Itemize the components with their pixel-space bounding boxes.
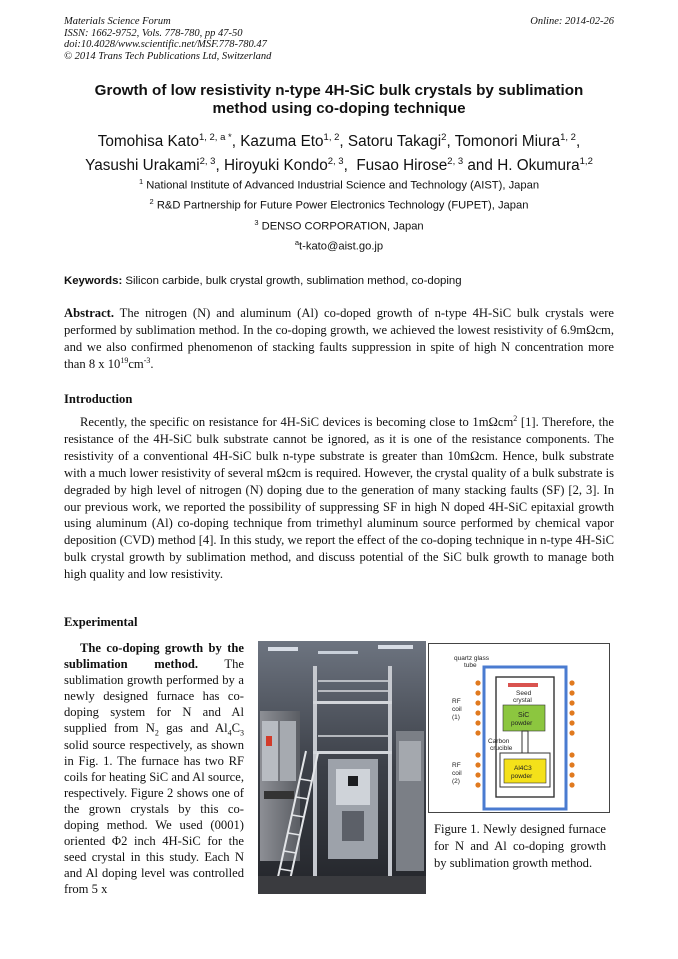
- abstract: Abstract. The nitrogen (N) and aluminum (Al) co-doped growth of n-type 4H-SiC bulk crystals were performed by sublimation method. In the co-doping growth, we achieved the lowest resistivity of 6.9mΩcm, and we also confirmed phenomenon of stacking faults suppression in spite of high N concentration more than 8 x $10^{19}cm^{-3}$.: [64, 306, 614, 371]
- keywords: Keywords: Silicon carbide, bulk crystal growth, sublimation method, co-doping: [64, 275, 462, 287]
- label-crucible: crucible: [490, 745, 513, 752]
- copyright: © 2014 Trans Tech Publications Ltd, Switzerland: [64, 50, 272, 62]
- label-rf2: RF: [452, 762, 461, 769]
- experimental-text: The co-doping growth by the sublimation method. The sublimation growth performed by a newly designed furnace has co-doping system for N and Al supplied from $N_2$ gas and $Al_4C_3$ solid source respectively, as shown in Fig. 1. The furnace has two RF coils for heating SiC and Al source, respectively. Figure 2 shows one of the grown crystals by this co-doping method. We used (0001) oriented Φ2 inch 4H-SiC for the seed crystal in this study. Each N and Al doping level was controlled from 5 x: [64, 641, 244, 897]
- label-rf1: RF: [452, 698, 461, 705]
- label-sic-powder: powder: [511, 720, 533, 727]
- label-tube: tube: [464, 662, 477, 669]
- author: Fusao Hirose$^{2, 3}$ and: [356, 156, 498, 175]
- affiliation-3: $^3$ DENSO CORPORATION, Japan: [254, 218, 424, 233]
- subsection-title: The co-doping growth by the sublimation method.: [64, 641, 244, 672]
- furnace-photo: [258, 641, 426, 894]
- furnace-schematic: [428, 643, 610, 813]
- author: H. Okumura$^{1,2}$: [497, 156, 593, 175]
- experimental-heading: Experimental: [64, 615, 138, 629]
- label-crystal: crystal: [513, 697, 532, 704]
- label-rf1-coil: coil: [452, 706, 462, 713]
- paper-title: [64, 82, 614, 118]
- label-rf2-num: (2): [452, 778, 460, 785]
- author: Tomonori Miura$^{1, 2}$,: [454, 132, 581, 151]
- label-al4c3: Al4C3: [514, 765, 532, 772]
- introduction-text: Recently, the specific on resistance for 4H-SiC devices is becoming close to 1mΩcm$^2$ [1]. Therefore, the resistance of the 4H-SiC bulk substrate cannot be ignored, as it is one of the resistance components. The resistivity of a conventional 4H-SiC bulk n-type substrate is greater than 10mΩcm. Hence, bulk substrate with a much lower resistivity of several mΩcm is required. However, the crystal quality of a bulk substrate is degraded by high level of nitrogen (N) doping due to the generation of many stacking faults (SF) [2, 3]. In our previous work, we reported the possibility of suppressing SF in high N doped 4H-SiC epitaxial growth using aluminum (Al) co-doping technique from trimethyl aluminum source performed by chemical vapor deposition (CVD) method [4]. In this study, we report the effect of the co-doping technique in n-type 4H-SiC bulk crystal growth by sublimation method, and discuss potential of the SiC bulk growth to manage both high quality and low resistivity.: [64, 413, 614, 582]
- author: Kazuma Eto$^{1, 2}$,: [240, 132, 348, 151]
- figure-caption: Figure 1. Newly designed furnace for N and Al co-doping growth by sublimation growth method.: [434, 822, 606, 870]
- label-seed: Seed: [516, 690, 532, 697]
- author: Hiroyuki Kondo$^{2, 3}$,: [223, 156, 357, 175]
- journal-header: [64, 16, 271, 62]
- label-rf1-num: (1): [452, 714, 460, 721]
- author-list: [50, 128, 628, 176]
- title-line-2: method using co-doping technique: [212, 100, 466, 117]
- issn: ISSN: 1662-9752, Vols. 778-780, pp 47-50: [64, 27, 243, 39]
- furnace-photo-illustration: [258, 641, 426, 894]
- label-al-powder: powder: [511, 773, 533, 780]
- label-carbon: Carbon: [488, 738, 510, 745]
- affiliation-2: $^2$ R&D Partnership for Future Power Electronics Technology (FUPET), Japan: [149, 197, 529, 212]
- journal-name: Materials Science Forum: [64, 16, 171, 27]
- title-line-1: Growth of low resistivity n-type 4H-SiC bulk crystals by sublimation: [94, 82, 584, 99]
- seed-crystal: [508, 683, 538, 687]
- author: Satoru Takagi$^2$,: [347, 132, 455, 151]
- introduction-heading: Introduction: [64, 392, 133, 406]
- affiliation-1: $^1$ National Institute of Advanced Industrial Science and Technology (AIST), Japan: [138, 177, 540, 192]
- label-rf2-coil: coil: [452, 770, 462, 777]
- label-sic: SiC: [518, 712, 530, 719]
- label-quartz: quartz glass: [454, 655, 490, 662]
- author: Tomohisa Kato$^{1, 2, a *}$,: [97, 132, 241, 151]
- email[interactable]: $^a$t-kato@aist.go.jp: [294, 238, 384, 253]
- author: Yasushi Urakami$^{2, 3}$,: [85, 156, 224, 175]
- abstract-label: Abstract.: [64, 306, 115, 320]
- doi: doi:10.4028/www.scientific.net/MSF.778-780.47: [64, 39, 267, 50]
- online-date: Online: 2014-02-26: [530, 16, 614, 27]
